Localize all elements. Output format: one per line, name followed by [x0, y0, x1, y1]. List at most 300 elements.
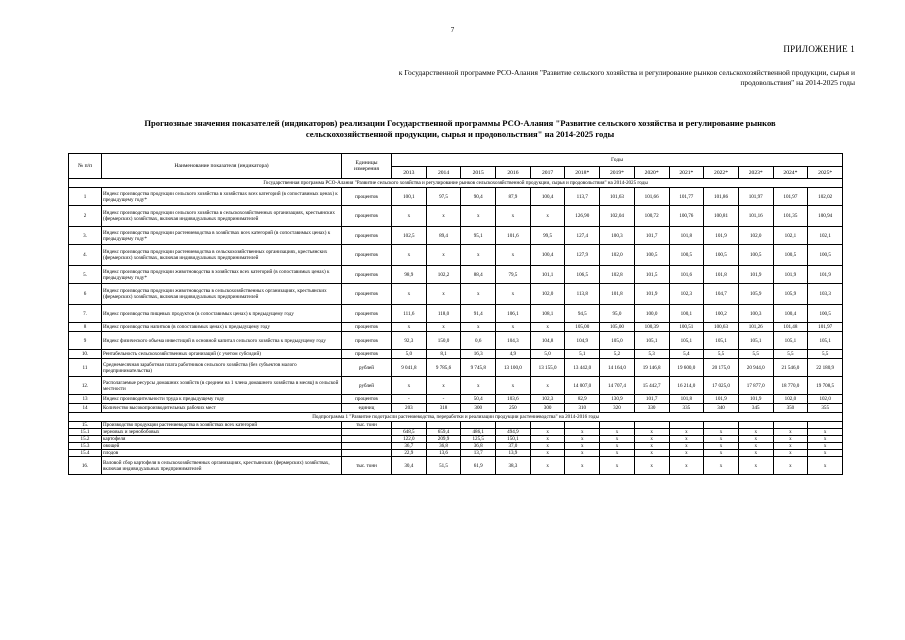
indicator-name: Индекс производства продукции растениеводства в сельскохозяйственных организациях, крестьянских (фермерских) хозяйствах, включая индивидуальных предпринимателей [102, 245, 342, 266]
table-row [69, 227, 843, 245]
year-value: 648,5 [392, 429, 427, 436]
year-value: 310 [565, 404, 600, 413]
document-title: Прогнозные значения показателей (индикаторов) реализации Государственной программы РСО-Алания "Развитие сельского хозяйства и регулирование рынков сельскохозяйственной продукции, сырья и продовольствия" на 2014-2025 годы [144, 118, 776, 139]
year-value: 102,1 [808, 227, 843, 245]
year-value: 486,1 [461, 429, 496, 436]
year-value: 101,9 [773, 266, 808, 284]
year-value: x [738, 436, 773, 443]
year-value: 105,1 [669, 332, 704, 350]
year-value: x [392, 245, 427, 266]
year-value: x [738, 429, 773, 436]
year-value: 101,7 [634, 395, 669, 404]
year-value [669, 422, 704, 429]
year-value: x [704, 443, 739, 450]
year-value: x [565, 443, 600, 450]
year-value: x [565, 457, 600, 475]
indicator-name: Индекс производства продукции сельского хозяйства в хозяйствах всех категорий (в сопоставимых ценах) к предыдущему году* [102, 188, 342, 206]
year-value: 300 [530, 404, 565, 413]
year-value: x [426, 284, 461, 305]
year-value: 104,3 [496, 332, 531, 350]
year-value: 9 041,8 [392, 359, 427, 377]
row-number: 4. [69, 245, 102, 266]
header-num: № п/п [69, 154, 102, 179]
year-value: 340 [704, 404, 739, 413]
year-value: 494,9 [496, 429, 531, 436]
year-value: 38,3 [496, 457, 531, 475]
year-value: 36,8 [426, 443, 461, 450]
year-value: 100,72 [634, 206, 669, 227]
year-value: 9 745,8 [461, 359, 496, 377]
year-value: 101,6 [496, 227, 531, 245]
header-year: 2022* [704, 167, 739, 179]
year-value: x [496, 284, 531, 305]
indicator-name: Индекс производства продукции сельского хозяйства в сельскохозяйственных организациях, крестьянских (фермерских) хозяйствах, включая индивидуальных предпринимателей [102, 206, 342, 227]
unit-of-measure: процентов [342, 350, 392, 359]
row-number: 3. [69, 227, 102, 245]
unit-of-measure: процентов [342, 188, 392, 206]
year-value: 91,4 [461, 305, 496, 323]
year-value: 102,0 [738, 227, 773, 245]
year-value: x [738, 457, 773, 475]
program-reference: к Государственной программе РСО-Алания "Развитие сельского хозяйства и регулирование рынков сельскохозяйственной продукции, сырья и продовольствия" на 2014-2025 годы [398, 68, 855, 87]
indicator-name: плодов [102, 450, 342, 457]
table-row [69, 429, 843, 436]
year-value: x [600, 443, 635, 450]
year-value: 50,4 [461, 395, 496, 404]
indicator-name: Индекс производства пищевых продуктов (в сопоставимых ценах) к предыдущему году [102, 305, 342, 323]
row-number: 14 [69, 404, 102, 413]
year-value: x [426, 245, 461, 266]
year-value: 13,9 [496, 450, 531, 457]
year-value: 79,5 [496, 266, 531, 284]
year-value: x [669, 457, 704, 475]
year-value: 5,2 [600, 350, 635, 359]
year-value: 101,97 [773, 188, 808, 206]
program-section-row-text: Государственная программа РСО-Алания "Развитие сельского хозяйства и регулирование рынков сельскохозяйственной продукции, сырья и продовольствия" на 2014-2025 годы [69, 179, 843, 188]
year-value: 105,1 [773, 332, 808, 350]
table-row [69, 443, 843, 450]
year-value: 105,1 [738, 332, 773, 350]
table-row [69, 450, 843, 457]
year-value: 105,1 [704, 332, 739, 350]
year-value [773, 422, 808, 429]
year-value: x [600, 436, 635, 443]
year-value: 16,3 [461, 350, 496, 359]
year-value: 100,3 [738, 305, 773, 323]
year-value: 30,4 [392, 457, 427, 475]
year-value: 100,5 [808, 305, 843, 323]
year-value: x [773, 429, 808, 436]
row-number: 15.3 [69, 443, 102, 450]
year-value: x [392, 284, 427, 305]
year-value: 111,6 [392, 305, 427, 323]
indicator-name: Индекс производства напитков (в сопоставимых ценах) к предыдущему году [102, 323, 342, 332]
row-number: 15. [69, 422, 102, 429]
year-value: x [461, 377, 496, 395]
row-number: 10. [69, 350, 102, 359]
year-value: 118,0 [426, 305, 461, 323]
year-value: 102,0 [600, 245, 635, 266]
header-name: Наименование показателя (индикатора) [102, 154, 342, 179]
year-value: 5,0 [392, 350, 427, 359]
year-value: x [530, 450, 565, 457]
year-value: x [634, 436, 669, 443]
year-value: 89,4 [426, 227, 461, 245]
unit-of-measure: процентов [342, 227, 392, 245]
year-value: 14 164,0 [600, 359, 635, 377]
year-value: 100,5 [773, 245, 808, 266]
year-value: x [773, 436, 808, 443]
year-value: 100,94 [808, 206, 843, 227]
year-value: 19 600,0 [669, 359, 704, 377]
indicator-name: Индекс производства продукции животноводства в сельскохозяйственных организациях, крестьянских (фермерских) хозяйствах, включая индивидуальных предпринимателей [102, 284, 342, 305]
unit-of-measure: рублей [342, 377, 392, 395]
year-value: 90,4 [461, 188, 496, 206]
year-value: 100,2 [704, 305, 739, 323]
year-value: x [392, 377, 427, 395]
year-value: 355 [808, 404, 843, 413]
year-value [461, 422, 496, 429]
indicators-table [68, 153, 843, 475]
year-value: 5,5 [704, 350, 739, 359]
year-value: x [392, 206, 427, 227]
year-value: 5,4 [669, 350, 704, 359]
year-value: 113,8 [565, 284, 600, 305]
page-number: 7 [450, 26, 455, 34]
year-value: 61,9 [461, 457, 496, 475]
unit-of-measure: процентов [342, 266, 392, 284]
unit-of-measure [342, 436, 392, 443]
year-value: 5,3 [634, 350, 669, 359]
year-value: x [496, 377, 531, 395]
year-value: 104,8 [530, 332, 565, 350]
year-value: 320 [600, 404, 635, 413]
year-value: 101,86 [704, 188, 739, 206]
year-value: 13 100,0 [496, 359, 531, 377]
year-value: 94,5 [565, 305, 600, 323]
year-value: x [530, 377, 565, 395]
year-value [738, 422, 773, 429]
year-value: 14 007,0 [565, 377, 600, 395]
table-row [69, 323, 843, 332]
unit-of-measure: процентов [342, 245, 392, 266]
year-value: 100,4 [530, 188, 565, 206]
year-value: 659,4 [426, 429, 461, 436]
header-year: 2019* [600, 167, 635, 179]
year-value: 102,8 [600, 266, 635, 284]
row-number: 11 [69, 359, 102, 377]
year-value: 13,7 [461, 450, 496, 457]
row-number: 15.2 [69, 436, 102, 443]
year-value: 97,5 [426, 188, 461, 206]
indicator-name: Индекс физического объема инвестиций в основной капитал сельского хозяйства к предыдущему году [102, 332, 342, 350]
year-value: 345 [738, 404, 773, 413]
year-value: 82,9 [565, 395, 600, 404]
year-value [496, 422, 531, 429]
year-value: 250 [496, 404, 531, 413]
year-value: x [704, 429, 739, 436]
year-value [392, 422, 427, 429]
year-value: 203 [392, 404, 427, 413]
indicator-name: картофеля [102, 436, 342, 443]
year-value: 300 [461, 404, 496, 413]
header-year: 2017 [530, 167, 565, 179]
year-value: 101,97 [808, 323, 843, 332]
indicator-name: Индекс производства продукции растениеводства в хозяйствах всех категорий (в сопоставимых ценах) к предыдущему году* [102, 227, 342, 245]
year-value: 105,9 [773, 284, 808, 305]
table-row [69, 395, 843, 404]
unit-of-measure [342, 443, 392, 450]
year-value: 106,5 [565, 266, 600, 284]
year-value: 100,81 [704, 206, 739, 227]
year-value: 122,0 [392, 436, 427, 443]
year-value: 102,0 [773, 395, 808, 404]
year-value: x [530, 436, 565, 443]
unit-of-measure: тыс. тонн [342, 457, 392, 475]
year-value: 105,1 [808, 332, 843, 350]
year-value: x [600, 457, 635, 475]
year-value: 100,63 [704, 323, 739, 332]
year-value: 103,3 [808, 284, 843, 305]
year-value: 100,5 [704, 245, 739, 266]
year-value: 127,9 [565, 245, 600, 266]
table-row [69, 350, 843, 359]
year-value: 14 707,4 [600, 377, 635, 395]
year-value: 100,5 [669, 245, 704, 266]
row-number: 5. [69, 266, 102, 284]
year-value: 101,8 [600, 284, 635, 305]
year-value: 113,7 [565, 188, 600, 206]
year-value: 104,9 [565, 332, 600, 350]
header-year: 2016 [496, 167, 531, 179]
year-value: x [530, 457, 565, 475]
year-value: 16 214,0 [669, 377, 704, 395]
year-value: x [530, 429, 565, 436]
year-value: 22,9 [392, 450, 427, 457]
indicator-name: овощей [102, 443, 342, 450]
table-row [69, 305, 843, 323]
year-value: 130,9 [600, 395, 635, 404]
year-value: x [634, 429, 669, 436]
year-value: x [669, 450, 704, 457]
year-value: x [530, 323, 565, 332]
year-value: x [426, 377, 461, 395]
table-row [69, 284, 843, 305]
unit-of-measure: процентов [342, 332, 392, 350]
year-value: 126,90 [565, 206, 600, 227]
year-value: 100,5 [808, 245, 843, 266]
indicator-name: зерновых и зернобобовых [102, 429, 342, 436]
year-value: x [669, 429, 704, 436]
year-value: 13 442,0 [565, 359, 600, 377]
table-row [69, 436, 843, 443]
year-value [634, 422, 669, 429]
year-value: x [669, 436, 704, 443]
header-year: 2025* [808, 167, 843, 179]
year-value: x [600, 450, 635, 457]
year-value [426, 422, 461, 429]
year-value: x [704, 457, 739, 475]
subprogram-section-row [69, 413, 843, 422]
year-value: 150,1 [496, 436, 531, 443]
unit-of-measure [342, 450, 392, 457]
year-value: 17 877,0 [738, 377, 773, 395]
year-value: 101,9 [704, 395, 739, 404]
row-number: 15.4 [69, 450, 102, 457]
year-value: 100,5 [738, 245, 773, 266]
year-value: x [565, 436, 600, 443]
year-value: 9 785,6 [426, 359, 461, 377]
year-value: x [426, 206, 461, 227]
year-value: 18 770,0 [773, 377, 808, 395]
year-value: 20 175,0 [704, 359, 739, 377]
year-value: 5,5 [773, 350, 808, 359]
header-unit: Единицы измерения [342, 154, 392, 179]
year-value: 100,1 [669, 305, 704, 323]
year-value: 105,9 [738, 284, 773, 305]
program-section-row [69, 179, 843, 188]
year-value: 105,0 [600, 332, 635, 350]
indicator-name: Индекс производительности труда к предыдущему году [102, 395, 342, 404]
year-value: x [530, 206, 565, 227]
year-value [808, 422, 843, 429]
year-value: x [461, 206, 496, 227]
year-value: 101,9 [808, 266, 843, 284]
year-value: x [738, 443, 773, 450]
year-value: 5,1 [565, 350, 600, 359]
year-value: x [773, 450, 808, 457]
year-value [704, 422, 739, 429]
year-value: 102,3 [669, 284, 704, 305]
year-value: 100,4 [530, 245, 565, 266]
unit-of-measure: процентов [342, 206, 392, 227]
year-value: 4,9 [496, 350, 531, 359]
year-value: x [496, 206, 531, 227]
header-years-group: Годы [392, 154, 843, 167]
year-value: x [738, 450, 773, 457]
year-value: 95,0 [600, 305, 635, 323]
year-value: 8,1 [426, 350, 461, 359]
year-value: x [634, 450, 669, 457]
indicator-name: Индекс производства продукции животноводства в хозяйствах всех категорий (в сопоставимых ценах) к предыдущему году* [102, 266, 342, 284]
year-value: 21 546,0 [773, 359, 808, 377]
year-value: 101,48 [773, 323, 808, 332]
year-value: 100,4 [773, 305, 808, 323]
header-year: 2014 [426, 167, 461, 179]
row-number: 12. [69, 377, 102, 395]
row-number: 15.1 [69, 429, 102, 436]
year-value: x [634, 443, 669, 450]
table-row [69, 245, 843, 266]
unit-of-measure: процентов [342, 323, 392, 332]
year-value: 17 025,0 [704, 377, 739, 395]
year-value: x [808, 450, 843, 457]
header-year: 2013 [392, 167, 427, 179]
year-value: 100,1 [392, 188, 427, 206]
year-value: x [600, 429, 635, 436]
year-value: 100,0 [634, 305, 669, 323]
year-value: 5,0 [530, 350, 565, 359]
year-value: 101,9 [634, 284, 669, 305]
indicator-name: Валовой сбор картофеля в сельскохозяйственных организациях, крестьянских (фермерских) хозяйствах, включая индивидуальных предпринимателей [102, 457, 342, 475]
year-value: x [496, 245, 531, 266]
table-row [69, 332, 843, 350]
year-value: 87,9 [496, 188, 531, 206]
year-value: 19 146,8 [634, 359, 669, 377]
year-value: 101,5 [634, 266, 669, 284]
year-value: 102,3 [530, 395, 565, 404]
header-year: 2023* [738, 167, 773, 179]
year-value: 5,5 [808, 350, 843, 359]
year-value: 13 155,0 [530, 359, 565, 377]
unit-of-measure: процентов [342, 395, 392, 404]
table-row [69, 266, 843, 284]
year-value: 13,6 [426, 450, 461, 457]
year-value: 150,0 [426, 332, 461, 350]
year-value: 102,2 [426, 266, 461, 284]
year-value: x [461, 245, 496, 266]
indicator-name: Количество высокопроизводительных рабочих мест [102, 404, 342, 413]
year-value: x [773, 457, 808, 475]
year-value: 101,6 [669, 266, 704, 284]
year-value: 101,9 [738, 395, 773, 404]
year-value: x [496, 323, 531, 332]
year-value: 104,7 [704, 284, 739, 305]
unit-of-measure: рублей [342, 359, 392, 377]
year-value: 101,77 [669, 188, 704, 206]
year-value: x [704, 450, 739, 457]
year-value: 19 708,5 [808, 377, 843, 395]
unit-of-measure: тыс. тонн [342, 422, 392, 429]
year-value: x [808, 443, 843, 450]
year-value: 22 180,9 [808, 359, 843, 377]
year-value: 101,1 [530, 266, 565, 284]
year-value: x [808, 436, 843, 443]
year-value: 37,0 [496, 443, 531, 450]
subprogram-section-row-text: Подпрограмма 1 "Развитие подотрасли растениеводства, переработки и реализации продукции растениеводства" на 2014-2016 годы [69, 413, 843, 422]
header-year: 2018* [565, 167, 600, 179]
year-value: 209,9 [426, 436, 461, 443]
year-value: x [808, 457, 843, 475]
unit-of-measure: процентов [342, 284, 392, 305]
year-value: 330 [634, 404, 669, 413]
year-value: 105,00 [565, 323, 600, 332]
year-value: x [773, 443, 808, 450]
year-value: x [461, 284, 496, 305]
unit-of-measure [342, 429, 392, 436]
table-row [69, 377, 843, 395]
year-value: 100,39 [634, 323, 669, 332]
year-value: 105,00 [600, 323, 635, 332]
year-value: 99,5 [530, 227, 565, 245]
year-value: 102,04 [600, 206, 635, 227]
year-value: 51,5 [426, 457, 461, 475]
year-value: 101,16 [738, 206, 773, 227]
year-value: 106,1 [496, 305, 531, 323]
appendix-label: ПРИЛОЖЕНИЕ 1 [783, 44, 855, 54]
year-value: - [426, 395, 461, 404]
year-value: 101,7 [634, 227, 669, 245]
row-number: 9 [69, 332, 102, 350]
row-number: 1 [69, 188, 102, 206]
year-value: x [530, 443, 565, 450]
year-value: 125,5 [461, 436, 496, 443]
year-value: 101,8 [704, 266, 739, 284]
year-value: 100,51 [669, 323, 704, 332]
year-value: 101,26 [738, 323, 773, 332]
year-value: 15 442,7 [634, 377, 669, 395]
year-value: x [392, 323, 427, 332]
